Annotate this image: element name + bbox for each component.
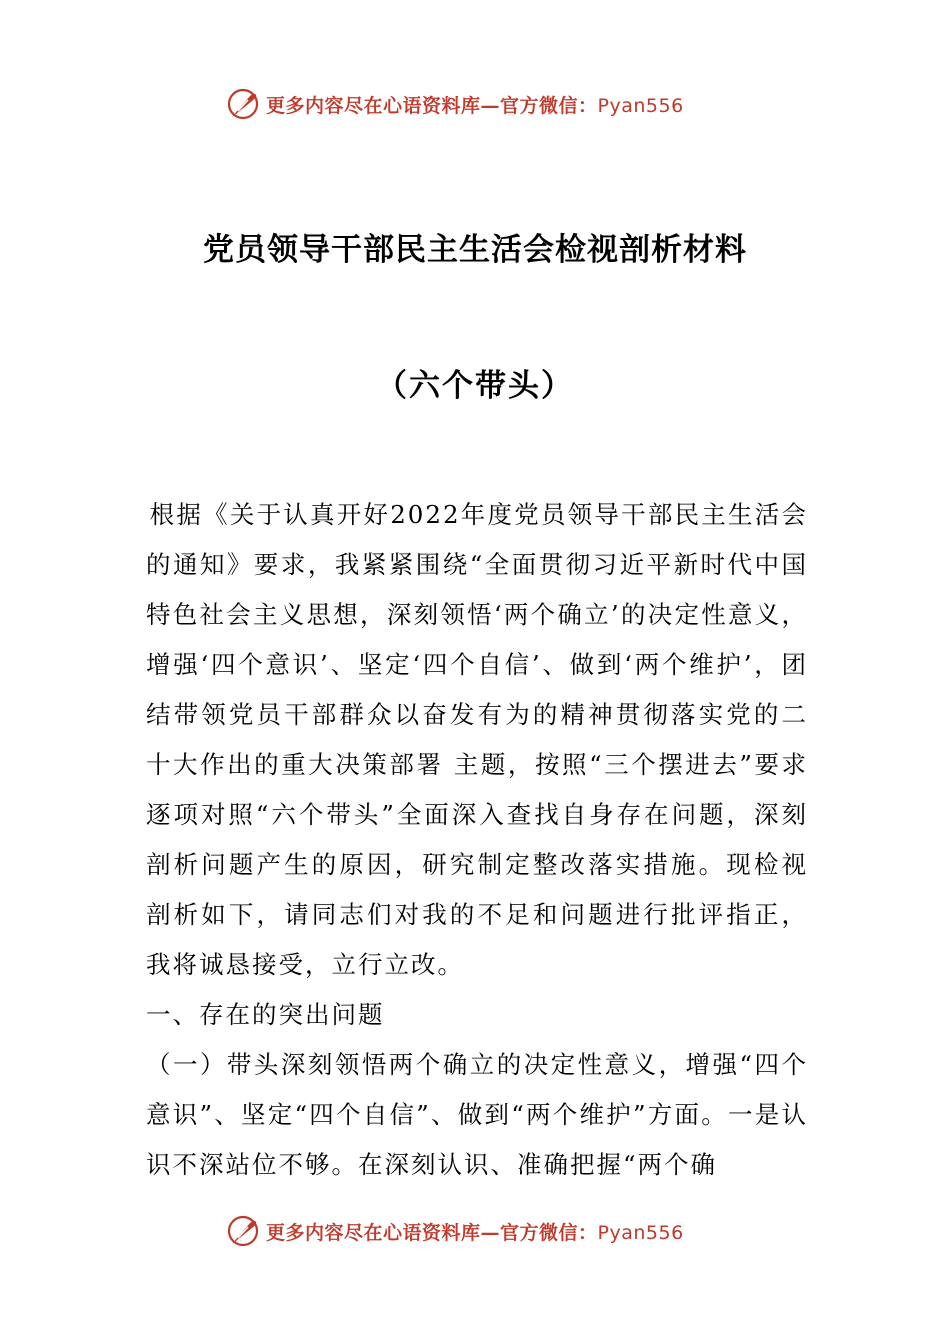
footer-watermark	[226, 1211, 746, 1251]
subsection-paragraph: （一）带头深刻领悟两个确立的决定性意义，增强“四个意识”、坚定“四个自信”、做到“两个维护”方面。一是认识不深站位不够。在深刻认识、准确把握“两个确	[146, 1050, 808, 1179]
document-title: 党员领导干部民主生活会检视剖析材料	[203, 232, 747, 268]
intro-paragraph: 根据《关于认真开好2022年度党员领导干部民主生活会的通知》要求，我紧紧围绕“全面贯彻习近平新时代中国特色社会主义思想，深刻领悟‘两个确立’的决定性意义，增强‘四个意识’、坚定‘四个自信’、做到‘两个维护’，团结带领党员干部群众以奋发有为的精神贯彻落实党的二十大作出的重大决策部署 主题，按照“三个摆进去”要求逐项对照“六个带头”全面深入查找自身存在问题，深刻剖析问题产生的原因，研究制定整改落实措施。现检视剖析如下，请同志们对我的不足和问题进行批评指正，我将诚恳接受，立行立改。	[146, 500, 808, 979]
header-watermark	[226, 84, 746, 124]
document-subtitle: （六个带头）	[376, 368, 574, 404]
quill-pen-icon	[226, 1214, 260, 1248]
wechat-id: Pyan556	[597, 94, 684, 117]
quill-pen-icon	[226, 87, 260, 121]
watermark-text: 更多内容尽在心语资料库—官方微信：Pyan556	[266, 1221, 684, 1244]
document-body	[146, 490, 808, 1190]
wechat-id: Pyan556	[597, 1221, 684, 1244]
watermark-text: 更多内容尽在心语资料库—官方微信：Pyan556	[266, 94, 684, 117]
section-heading: 一、存在的突出问题	[146, 1000, 385, 1029]
